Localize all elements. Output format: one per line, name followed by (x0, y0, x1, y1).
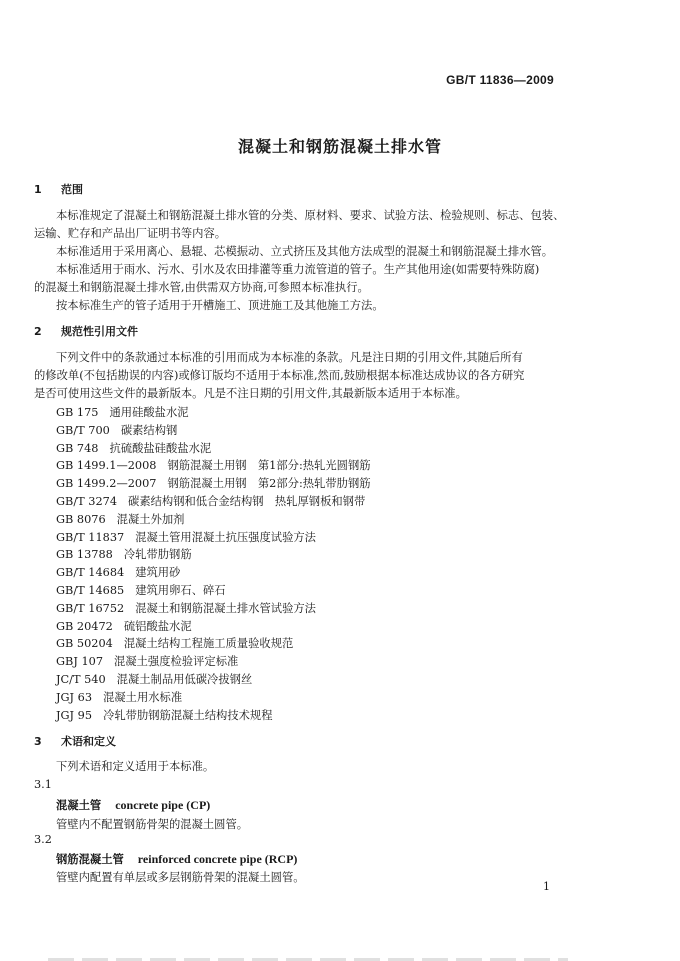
reference-code: GBJ 107 (56, 655, 104, 669)
term-entry (56, 797, 210, 813)
reference-title: 混凝土外加剂 (116, 512, 185, 526)
section-1-heading (34, 181, 83, 197)
reference-title: 冷轧带肋钢筋混凝土结构技术规程 (103, 708, 273, 722)
reference-item (56, 493, 371, 511)
reference-title: 冷轧带肋钢筋 (123, 548, 192, 562)
reference-item (56, 529, 371, 547)
normative-references-list (56, 404, 371, 724)
reference-item (56, 546, 371, 564)
paragraph-line: 的混凝土和钢筋混凝土排水管,由供需双方协商,可参照本标准执行。 (34, 281, 369, 294)
reference-item (56, 564, 371, 582)
section-number: 2 (34, 325, 42, 338)
reference-title: 钢筋混凝土用钢 第1部分:热轧光圆钢筋 (167, 459, 371, 473)
reference-title: 抗硫酸盐硅酸盐水泥 (109, 441, 212, 455)
reference-code: GB/T 700 (56, 423, 110, 437)
paragraph-line: 是否可使用这些文件的最新版本。凡是不注日期的引用文件,其最新版本适用于本标准。 (34, 387, 467, 400)
reference-title: 碳素结构钢和低合金结构钢 热轧厚钢板和钢带 (128, 494, 366, 508)
reference-code: GB/T 14685 (56, 583, 125, 597)
reference-code: GB 175 (56, 406, 99, 419)
paragraph-line: 下列文件中的条款通过本标准的引用而成为本标准的条款。凡是注日期的引用文件,其随后所有 (56, 351, 523, 364)
reference-item (56, 707, 371, 725)
paragraph-line: 的修改单(不包括勘误的内容)或修订版均不适用于本标准,然而,鼓励根据本标准达成协议的各方研究 (34, 369, 525, 382)
reference-item (56, 689, 371, 707)
section-number: 1 (34, 183, 42, 196)
reference-code: GB/T 16752 (56, 601, 125, 615)
reference-code: GB 50204 (56, 637, 113, 651)
term-definition: 管壁内配置有单层或多层钢筋骨架的混凝土圆管。 (56, 871, 305, 884)
reference-item (56, 457, 371, 475)
reference-title: 建筑用砂 (135, 566, 181, 580)
term-english: concrete pipe (CP) (115, 798, 211, 812)
reference-code: GB 1499.1—2008 (56, 459, 157, 473)
term-english: reinforced concrete pipe (RCP) (137, 852, 298, 866)
reference-code: GB/T 3274 (56, 494, 118, 508)
clause-number: 3.2 (34, 833, 52, 846)
reference-item (56, 653, 371, 671)
reference-item (56, 671, 371, 689)
reference-title: 混凝土结构工程施工质量验收规范 (123, 637, 294, 651)
reference-item (56, 618, 371, 636)
section-title: 范围 (61, 183, 83, 196)
reference-item (56, 422, 371, 440)
reference-code: GB/T 11837 (56, 530, 125, 544)
reference-title: 混凝土和钢筋混凝土排水管试验方法 (135, 601, 316, 615)
reference-code: JGJ 95 (56, 708, 93, 722)
reference-title: 混凝土制品用低碳冷拔钢丝 (116, 672, 253, 686)
section-title: 规范性引用文件 (61, 325, 138, 338)
document-code: GB/T 11836—2009 (446, 73, 554, 87)
reference-title: 混凝土用水标准 (103, 690, 183, 704)
section-2-heading (34, 323, 138, 339)
term-definition: 管壁内不配置钢筋骨架的混凝土圆管。 (56, 818, 249, 831)
reference-code: GB 20472 (56, 619, 113, 633)
section-3-heading (34, 733, 116, 749)
paragraph-line: 本标准适用于雨水、污水、引水及农田排灌等重力流管道的管子。生产其他用途(如需要特殊防腐) (56, 263, 540, 276)
section-title: 术语和定义 (61, 735, 116, 748)
paragraph-line: 运输、贮存和产品出厂证明书等内容。 (34, 227, 227, 240)
paragraph-line: 按本标准生产的管子适用于开槽施工、顶进施工及其他施工方法。 (56, 299, 384, 312)
term-chinese: 钢筋混凝土管 (56, 853, 124, 866)
reference-code: GB 13788 (56, 548, 113, 562)
section-number: 3 (34, 735, 42, 748)
reference-code: GB 748 (56, 441, 99, 455)
reference-item (56, 511, 371, 529)
reference-title: 硫铝酸盐水泥 (123, 619, 192, 633)
term-entry (56, 851, 297, 867)
document-title: 混凝土和钢筋混凝土排水管 (237, 137, 442, 156)
reference-item (56, 600, 371, 618)
reference-title: 通用硅酸盐水泥 (109, 406, 189, 419)
reference-item (56, 475, 371, 493)
reference-title: 钢筋混凝土用钢 第2部分:热轧带肋钢筋 (167, 477, 371, 491)
reference-title: 混凝土强度检验评定标准 (114, 655, 239, 669)
paragraph-line: 本标准适用于采用离心、悬辊、芯模振动、立式挤压及其他方法成型的混凝土和钢筋混凝土排水管。 (56, 245, 554, 258)
reference-code: JGJ 63 (56, 690, 93, 704)
reference-title: 建筑用卵石、碎石 (135, 583, 226, 597)
section-2-body (34, 349, 574, 403)
reference-item (56, 404, 371, 422)
reference-code: JC/T 540 (56, 672, 106, 686)
reference-code: GB 1499.2—2007 (56, 477, 157, 491)
reference-item (56, 440, 371, 458)
reference-title: 碳素结构钢 (120, 423, 178, 437)
reference-title: 混凝土管用混凝土抗压强度试验方法 (135, 530, 316, 544)
reference-item (56, 635, 371, 653)
reference-item (56, 582, 371, 600)
term-chinese: 混凝土管 (56, 799, 102, 812)
paragraph-line: 本标准规定了混凝土和钢筋混凝土排水管的分类、原材料、要求、试验方法、检验规则、标志、包装、 (56, 209, 565, 222)
page-number: 1 (543, 880, 550, 893)
section-3-intro: 下列术语和定义适用于本标准。 (56, 760, 215, 773)
section-1-body (34, 207, 574, 315)
clause-number: 3.1 (34, 778, 52, 791)
reference-code: GB 8076 (56, 512, 106, 526)
reference-code: GB/T 14684 (56, 566, 125, 580)
